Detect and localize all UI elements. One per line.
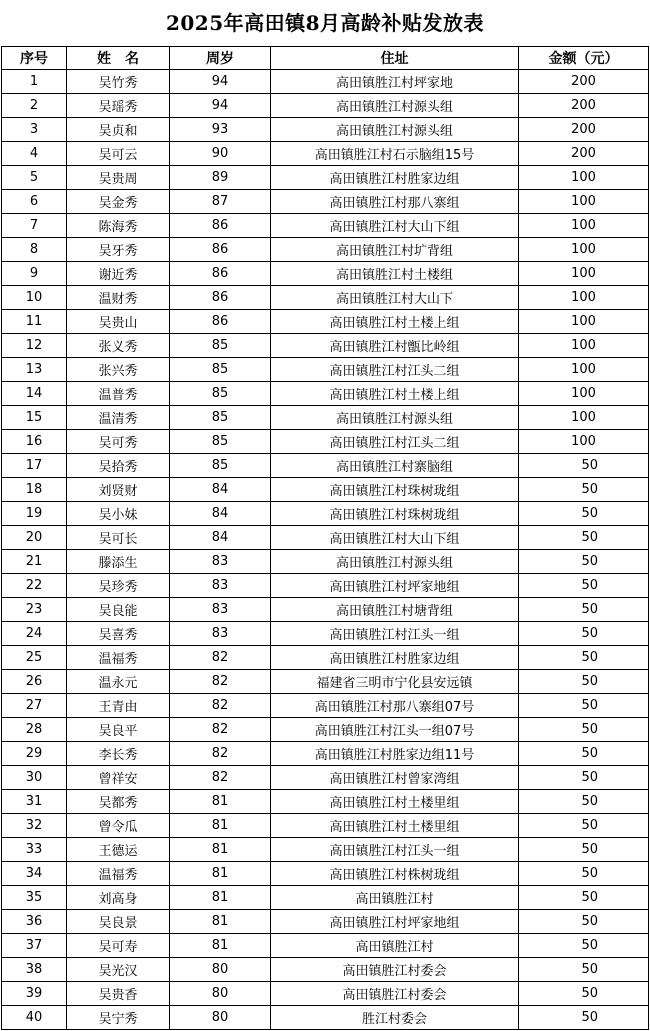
cell-amount: 200 (519, 70, 649, 94)
cell-no: 32 (2, 814, 67, 838)
cell-age: 82 (170, 718, 271, 742)
cell-no: 31 (2, 790, 67, 814)
cell-address: 高田镇胜江村珠树珑组 (271, 502, 519, 526)
cell-name: 谢近秀 (67, 262, 170, 286)
cell-age: 90 (170, 142, 271, 166)
cell-name: 温普秀 (67, 382, 170, 406)
cell-address: 高田镇胜江村塘背组 (271, 598, 519, 622)
cell-amount: 50 (519, 982, 649, 1006)
cell-no: 10 (2, 286, 67, 310)
table-row (2, 622, 649, 646)
cell-address: 福建省三明市宁化县安远镇 (271, 670, 519, 694)
cell-name: 王德运 (67, 838, 170, 862)
header-name: 姓 名 (67, 47, 170, 70)
cell-address: 高田镇胜江村那八寨组 (271, 190, 519, 214)
cell-age: 85 (170, 382, 271, 406)
table-row (2, 694, 649, 718)
table-row (2, 886, 649, 910)
cell-address: 高田镇胜江村那八寨组07号 (271, 694, 519, 718)
cell-address: 高田镇胜江村江头一组07号 (271, 718, 519, 742)
cell-no: 24 (2, 622, 67, 646)
cell-address: 高田镇胜江村大山下组 (271, 214, 519, 238)
page-title: 2025年高田镇8月高龄补贴发放表 (165, 11, 485, 35)
table-body (2, 70, 649, 1030)
cell-address: 高田镇胜江村石示脑组15号 (271, 142, 519, 166)
cell-age: 81 (170, 790, 271, 814)
table-row (2, 646, 649, 670)
cell-no: 9 (2, 262, 67, 286)
cell-no: 17 (2, 454, 67, 478)
cell-address: 高田镇胜江村大山下组 (271, 526, 519, 550)
cell-age: 84 (170, 502, 271, 526)
cell-age: 81 (170, 862, 271, 886)
cell-no: 30 (2, 766, 67, 790)
cell-name: 吴可长 (67, 526, 170, 550)
cell-address: 高田镇胜江村江头一组 (271, 838, 519, 862)
cell-age: 86 (170, 262, 271, 286)
cell-amount: 50 (519, 790, 649, 814)
table-row (2, 502, 649, 526)
cell-no: 26 (2, 670, 67, 694)
cell-no: 3 (2, 118, 67, 142)
cell-name: 吴宁秀 (67, 1006, 170, 1030)
cell-address: 高田镇胜江村土楼上组 (271, 382, 519, 406)
cell-no: 36 (2, 910, 67, 934)
cell-no: 2 (2, 94, 67, 118)
table-row (2, 718, 649, 742)
header-address: 住址 (271, 47, 519, 70)
table-row (2, 166, 649, 190)
cell-age: 89 (170, 166, 271, 190)
cell-age: 81 (170, 838, 271, 862)
cell-name: 吴可云 (67, 142, 170, 166)
cell-no: 23 (2, 598, 67, 622)
cell-amount: 50 (519, 646, 649, 670)
cell-amount: 100 (519, 310, 649, 334)
cell-amount: 200 (519, 94, 649, 118)
cell-age: 93 (170, 118, 271, 142)
cell-age: 85 (170, 406, 271, 430)
cell-no: 11 (2, 310, 67, 334)
cell-address: 高田镇胜江村源头组 (271, 406, 519, 430)
cell-amount: 50 (519, 622, 649, 646)
cell-amount: 100 (519, 262, 649, 286)
cell-name: 刘贤财 (67, 478, 170, 502)
cell-age: 85 (170, 430, 271, 454)
cell-name: 吴竹秀 (67, 70, 170, 94)
table-row (2, 1006, 649, 1030)
cell-address: 高田镇胜江村委会 (271, 982, 519, 1006)
table-row (2, 790, 649, 814)
cell-amount: 50 (519, 862, 649, 886)
cell-no: 16 (2, 430, 67, 454)
cell-name: 吴可寿 (67, 934, 170, 958)
cell-no: 20 (2, 526, 67, 550)
cell-amount: 50 (519, 478, 649, 502)
header-amount: 金额（元） (519, 47, 649, 70)
cell-age: 83 (170, 622, 271, 646)
cell-amount: 50 (519, 598, 649, 622)
table-row (2, 286, 649, 310)
cell-name: 吴瑶秀 (67, 94, 170, 118)
cell-amount: 50 (519, 1006, 649, 1030)
cell-age: 81 (170, 814, 271, 838)
cell-age: 87 (170, 190, 271, 214)
table-row (2, 766, 649, 790)
table-row (2, 454, 649, 478)
cell-name: 吴贵周 (67, 166, 170, 190)
cell-name: 张兴秀 (67, 358, 170, 382)
cell-amount: 200 (519, 118, 649, 142)
cell-amount: 50 (519, 838, 649, 862)
cell-age: 86 (170, 310, 271, 334)
header-no: 序号 (2, 47, 67, 70)
cell-name: 刘高身 (67, 886, 170, 910)
cell-no: 28 (2, 718, 67, 742)
cell-age: 94 (170, 70, 271, 94)
table-row (2, 310, 649, 334)
cell-no: 13 (2, 358, 67, 382)
table-row (2, 982, 649, 1006)
cell-address: 高田镇胜江村胜家边组 (271, 166, 519, 190)
cell-amount: 50 (519, 910, 649, 934)
cell-address: 高田镇胜江村坪家地组 (271, 574, 519, 598)
cell-name: 陈海秀 (67, 214, 170, 238)
cell-no: 22 (2, 574, 67, 598)
cell-amount: 100 (519, 334, 649, 358)
cell-name: 李长秀 (67, 742, 170, 766)
cell-age: 82 (170, 694, 271, 718)
cell-no: 5 (2, 166, 67, 190)
table-row (2, 814, 649, 838)
cell-name: 温福秀 (67, 646, 170, 670)
cell-no: 21 (2, 550, 67, 574)
cell-age: 80 (170, 958, 271, 982)
table-row (2, 190, 649, 214)
table-row (2, 358, 649, 382)
cell-no: 38 (2, 958, 67, 982)
cell-name: 滕添生 (67, 550, 170, 574)
cell-address: 高田镇胜江村源头组 (271, 550, 519, 574)
cell-name: 吴良景 (67, 910, 170, 934)
cell-address: 高田镇胜江村寨脑组 (271, 454, 519, 478)
cell-no: 4 (2, 142, 67, 166)
table-row (2, 382, 649, 406)
cell-age: 83 (170, 574, 271, 598)
cell-age: 85 (170, 358, 271, 382)
table-row (2, 526, 649, 550)
cell-age: 83 (170, 598, 271, 622)
cell-name: 吴光汉 (67, 958, 170, 982)
cell-amount: 50 (519, 454, 649, 478)
cell-no: 15 (2, 406, 67, 430)
cell-name: 吴喜秀 (67, 622, 170, 646)
cell-name: 吴贞和 (67, 118, 170, 142)
cell-no: 12 (2, 334, 67, 358)
cell-amount: 50 (519, 742, 649, 766)
cell-age: 80 (170, 982, 271, 1006)
cell-name: 吴良能 (67, 598, 170, 622)
cell-amount: 50 (519, 526, 649, 550)
cell-amount: 50 (519, 886, 649, 910)
cell-address: 高田镇胜江村土楼里组 (271, 814, 519, 838)
table-header-row (2, 47, 649, 70)
table-row (2, 406, 649, 430)
header-age: 周岁 (170, 47, 271, 70)
cell-age: 86 (170, 286, 271, 310)
cell-address: 高田镇胜江村坪家地组 (271, 910, 519, 934)
cell-no: 34 (2, 862, 67, 886)
cell-no: 19 (2, 502, 67, 526)
cell-address: 高田镇胜江村江头一组 (271, 622, 519, 646)
cell-amount: 100 (519, 430, 649, 454)
cell-name: 吴小妹 (67, 502, 170, 526)
cell-age: 84 (170, 478, 271, 502)
cell-no: 33 (2, 838, 67, 862)
table-row (2, 142, 649, 166)
cell-age: 82 (170, 646, 271, 670)
table-row (2, 598, 649, 622)
cell-no: 14 (2, 382, 67, 406)
cell-address: 高田镇胜江村曾家湾组 (271, 766, 519, 790)
cell-no: 18 (2, 478, 67, 502)
cell-no: 1 (2, 70, 67, 94)
cell-address: 高田镇胜江村委会 (271, 958, 519, 982)
cell-amount: 50 (519, 934, 649, 958)
cell-address: 高田镇胜江村江头二组 (271, 430, 519, 454)
cell-amount: 50 (519, 574, 649, 598)
table-row (2, 478, 649, 502)
cell-age: 94 (170, 94, 271, 118)
cell-name: 吴良平 (67, 718, 170, 742)
cell-age: 83 (170, 550, 271, 574)
cell-age: 85 (170, 334, 271, 358)
cell-name: 张义秀 (67, 334, 170, 358)
cell-amount: 100 (519, 358, 649, 382)
cell-age: 82 (170, 766, 271, 790)
cell-age: 81 (170, 934, 271, 958)
cell-age: 81 (170, 886, 271, 910)
cell-name: 吴可秀 (67, 430, 170, 454)
cell-age: 82 (170, 670, 271, 694)
table-row (2, 70, 649, 94)
cell-amount: 100 (519, 382, 649, 406)
cell-no: 37 (2, 934, 67, 958)
table-row (2, 262, 649, 286)
subsidy-table (1, 46, 649, 1030)
table-row (2, 670, 649, 694)
cell-amount: 50 (519, 502, 649, 526)
cell-address: 高田镇胜江村土楼上组 (271, 310, 519, 334)
cell-amount: 50 (519, 670, 649, 694)
cell-amount: 100 (519, 238, 649, 262)
cell-amount: 100 (519, 190, 649, 214)
table-row (2, 574, 649, 598)
cell-age: 85 (170, 454, 271, 478)
cell-amount: 50 (519, 550, 649, 574)
table-row (2, 958, 649, 982)
cell-amount: 200 (519, 142, 649, 166)
cell-name: 曾令瓜 (67, 814, 170, 838)
cell-name: 王青由 (67, 694, 170, 718)
cell-address: 高田镇胜江村源头组 (271, 118, 519, 142)
cell-amount: 50 (519, 718, 649, 742)
cell-address: 高田镇胜江村江头二组 (271, 358, 519, 382)
table-row (2, 862, 649, 886)
cell-address: 高田镇胜江村甑比岭组 (271, 334, 519, 358)
cell-no: 25 (2, 646, 67, 670)
cell-no: 40 (2, 1006, 67, 1030)
cell-age: 84 (170, 526, 271, 550)
cell-name: 温清秀 (67, 406, 170, 430)
cell-no: 39 (2, 982, 67, 1006)
cell-age: 80 (170, 1006, 271, 1030)
table-row (2, 94, 649, 118)
cell-name: 吴牙秀 (67, 238, 170, 262)
table-row (2, 838, 649, 862)
cell-address: 高田镇胜江村坪家地 (271, 70, 519, 94)
cell-address: 高田镇胜江村珠树珑组 (271, 478, 519, 502)
table-row (2, 742, 649, 766)
cell-amount: 100 (519, 166, 649, 190)
cell-name: 吴都秀 (67, 790, 170, 814)
table-row (2, 934, 649, 958)
cell-address: 高田镇胜江村胜家边组 (271, 646, 519, 670)
table-row (2, 214, 649, 238)
cell-no: 6 (2, 190, 67, 214)
cell-amount: 50 (519, 814, 649, 838)
table-row (2, 430, 649, 454)
cell-age: 81 (170, 910, 271, 934)
cell-no: 8 (2, 238, 67, 262)
cell-name: 吴贵山 (67, 310, 170, 334)
cell-no: 27 (2, 694, 67, 718)
table-row (2, 238, 649, 262)
cell-age: 86 (170, 238, 271, 262)
table-row (2, 550, 649, 574)
cell-amount: 50 (519, 958, 649, 982)
cell-amount: 50 (519, 694, 649, 718)
cell-name: 吴金秀 (67, 190, 170, 214)
cell-amount: 100 (519, 406, 649, 430)
cell-name: 曾祥安 (67, 766, 170, 790)
cell-address: 高田镇胜江村大山下 (271, 286, 519, 310)
cell-name: 吴贵香 (67, 982, 170, 1006)
cell-amount: 100 (519, 286, 649, 310)
cell-address: 胜江村委会 (271, 1006, 519, 1030)
cell-amount: 50 (519, 766, 649, 790)
table-row (2, 118, 649, 142)
cell-address: 高田镇胜江村土楼里组 (271, 790, 519, 814)
cell-address: 高田镇胜江村源头组 (271, 94, 519, 118)
cell-age: 82 (170, 742, 271, 766)
cell-address: 高田镇胜江村圹背组 (271, 238, 519, 262)
cell-age: 86 (170, 214, 271, 238)
cell-no: 35 (2, 886, 67, 910)
cell-no: 7 (2, 214, 67, 238)
cell-name: 吴拾秀 (67, 454, 170, 478)
cell-name: 温财秀 (67, 286, 170, 310)
cell-name: 温福秀 (67, 862, 170, 886)
cell-address: 高田镇胜江村胜家边组11号 (271, 742, 519, 766)
table-row (2, 334, 649, 358)
cell-address: 高田镇胜江村 (271, 886, 519, 910)
cell-address: 高田镇胜江村 (271, 934, 519, 958)
cell-name: 温永元 (67, 670, 170, 694)
cell-no: 29 (2, 742, 67, 766)
table-row (2, 910, 649, 934)
cell-address: 高田镇胜江村株树珑组 (271, 862, 519, 886)
cell-name: 吴珍秀 (67, 574, 170, 598)
cell-address: 高田镇胜江村土楼组 (271, 262, 519, 286)
cell-amount: 100 (519, 214, 649, 238)
